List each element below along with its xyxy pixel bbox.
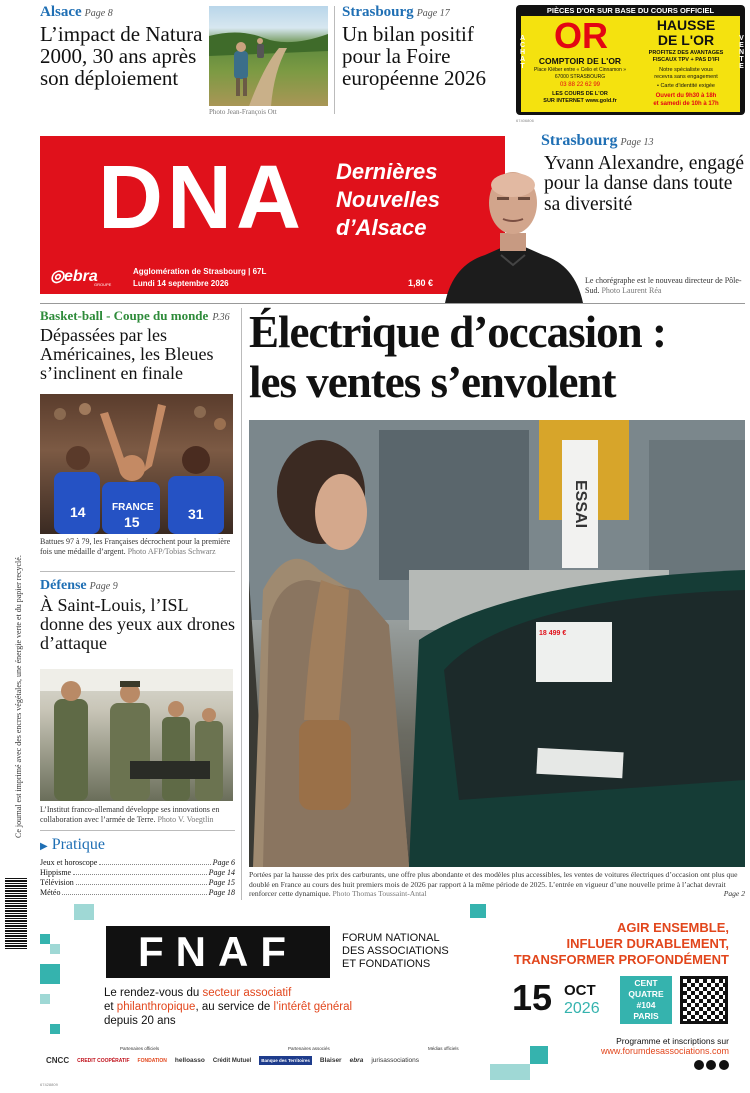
section-label: Basket-ball - Coupe du monde P.36 xyxy=(40,308,230,323)
fnaf-ref: 67428809 xyxy=(40,1082,58,1087)
fnaf-slogan: AGIR ENSEMBLE, INFLUER DURABLEMENT, TRANSFORMER PROFONDÉMENT xyxy=(513,920,729,967)
ad-profitez: PROFITEZ DES AVANTAGES FISCAUX TPV + PAS D'IFI xyxy=(648,50,724,64)
date: Lundi 14 septembre 2026 xyxy=(133,279,229,288)
linkedin-icon[interactable] xyxy=(694,1060,704,1070)
ad-phone: 03 88 22 62 99 xyxy=(559,82,601,88)
ad-vente: VENTE xyxy=(738,35,745,70)
ad-or: OR xyxy=(554,15,608,56)
jersey-number-2: 15 xyxy=(124,514,140,530)
headline: Dépassées par les Américaines, les Bleues s’inclinent en finale xyxy=(40,325,214,383)
qr-code-icon[interactable] xyxy=(680,976,728,1024)
essai-sign: ESSAI xyxy=(562,440,598,568)
jersey-text: FRANCE xyxy=(112,502,154,513)
pratique-item[interactable]: Télévision Page 15 xyxy=(40,878,235,887)
ad-specialist: Notre spécialiste vous recevra sans engagement xyxy=(654,67,718,81)
ad-company: COMPTOIR DE L'OR xyxy=(538,56,622,66)
ad-achat: ACHAT xyxy=(519,35,526,70)
dance-headline: Yvann Alexandre, engagé pour la danse dans toute sa diversité xyxy=(544,153,745,215)
partners-label-2: Partenaires associés xyxy=(288,1046,330,1051)
instagram-icon[interactable] xyxy=(706,1060,716,1070)
alsace-photo-credit: Photo Jean-François Ott xyxy=(209,108,277,116)
jersey-number-3: 31 xyxy=(188,506,204,522)
fnaf-full-name: FORUM NATIONAL DES ASSOCIATIONS ET FONDATIONS xyxy=(342,932,449,970)
main-headline: Électrique d’occasion : les ventes s’envolent xyxy=(249,307,666,407)
partners-label-1: Partenaires officiels xyxy=(120,1046,160,1051)
pratique-item[interactable]: Météo Page 18 xyxy=(40,888,235,897)
fnaf-ad[interactable] xyxy=(40,904,745,1080)
ebra-logo: ◎ebra GROUPE xyxy=(50,268,112,287)
masthead[interactable] xyxy=(40,136,505,294)
ad-hours: Ouvert du 9h30 à 18h et samedi de 10h à 17h xyxy=(653,93,719,107)
social-icons[interactable] xyxy=(694,1060,729,1072)
fnaf-date: 15 OCT 2026 xyxy=(512,977,600,1018)
program-text: Programme et inscriptions sur xyxy=(616,1036,729,1046)
pratique-item[interactable]: Hippisme Page 14 xyxy=(40,868,235,877)
ad-cours: LES COURS DE L'OR SUR INTERNET www.gold.fr xyxy=(543,91,617,104)
facebook-icon[interactable] xyxy=(719,1060,729,1070)
fnaf-description: Le rendez-vous du secteur associatif et philanthropique, au service de l’intérêt général depuis 20 ans xyxy=(104,987,353,1027)
main-caption: Portées par la hausse des prix des carburants, une offre plus abondante et des modèles plus accessibles, les ventes de voitures électriques d’occasion ont plus que doublé en France au cours des huit premiers mois de 2026 par rapport à la même période de 2025. L’entrée en vigueur d’une nouvelle prime à l’achat devrait renforcer cette dynamique. Photo Thomas Toussaint-Antal Page 2 xyxy=(249,870,745,899)
ad-ref: 67406806 xyxy=(516,118,534,123)
jersey-number-1: 14 xyxy=(70,504,86,520)
gold-ad[interactable] xyxy=(516,5,745,115)
partners-label-3: Médias officiels xyxy=(428,1046,459,1051)
edition: Agglomération de Strasbourg | 67L xyxy=(133,267,267,276)
headline: Un bilan positif pour la Foire européenne 2026 xyxy=(342,22,487,91)
military-photo xyxy=(40,669,233,801)
basket-teaser[interactable] xyxy=(40,308,235,383)
ad-hausse: HAUSSE DE L'OR xyxy=(656,17,716,48)
ad-top-line: PIÈCES D'OR SUR BASE DU COURS OFFICIEL xyxy=(546,6,715,15)
section-label: Alsace Page 8 xyxy=(40,4,113,20)
fair-teaser[interactable] xyxy=(342,4,510,89)
barcode xyxy=(5,878,27,950)
pratique-list xyxy=(40,858,235,898)
venue-logo: CENT QUATRE #104 PARIS xyxy=(620,976,672,1024)
eco-notice: Ce journal est imprimé avec des encres végétales, une énergie verte et du papier recyclé. xyxy=(14,555,23,838)
headline: L’impact de Natura 2000, 30 ans après son déploiement xyxy=(40,22,203,91)
basket-caption: Battues 97 à 79, les Françaises décrochent pour la première fois une médaille d’argent. Photo AFP/Tobias Schwarz xyxy=(40,537,231,556)
hikers-photo xyxy=(209,6,328,106)
dance-teaser[interactable] xyxy=(541,132,741,150)
choreographer-photo xyxy=(445,165,583,303)
defense-caption: L’Institut franco-allemand développe ses innovations en collaboration avec l’armée de Terre. Photo V. Voegtlin xyxy=(40,805,220,824)
ad-id-card: • Carte d'identité exigée xyxy=(656,83,715,89)
fnaf-logo: FNAF xyxy=(106,926,330,978)
section-label: Strasbourg Page 17 xyxy=(342,4,450,20)
dna-logo: DNA xyxy=(98,148,305,248)
section-label: Strasbourg Page 13 xyxy=(541,132,654,149)
dance-caption: Le chorégraphe est le nouveau directeur de Pôle-Sud. Photo Laurent Réa xyxy=(585,276,742,295)
pratique-item[interactable]: Jeux et horoscope Page 6 xyxy=(40,858,235,867)
pratique-title: ▶ Pratique xyxy=(40,836,106,853)
ad-address: Place Kléber entre « Celio et Cinnamon » 67000 STRASBOURG xyxy=(534,67,626,80)
section-label: Défense Page 9 xyxy=(40,578,118,593)
price-tag: 18 499 € xyxy=(539,630,567,637)
alsace-teaser[interactable] xyxy=(40,4,205,89)
price: 1,80 € xyxy=(408,278,434,288)
program-url[interactable]: www.forumdesassociations.com xyxy=(600,1046,729,1056)
pratique-box[interactable] xyxy=(40,836,235,898)
paper-name: Dernières Nouvelles d’Alsace xyxy=(336,159,440,240)
defense-teaser[interactable] xyxy=(40,578,235,653)
partner-logos: CNCC CREDIT COOPÉRATIF FONDATION helloasso Crédit Mutuel Banque des Territoires Blaiser ebra jurisassociations xyxy=(46,1056,420,1065)
decor-squares xyxy=(40,904,70,1080)
basketball-photo xyxy=(40,394,233,534)
ev-dealer-photo xyxy=(249,420,745,867)
headline: À Saint-Louis, l’ISL donne des yeux aux drones d’attaque xyxy=(40,595,235,653)
